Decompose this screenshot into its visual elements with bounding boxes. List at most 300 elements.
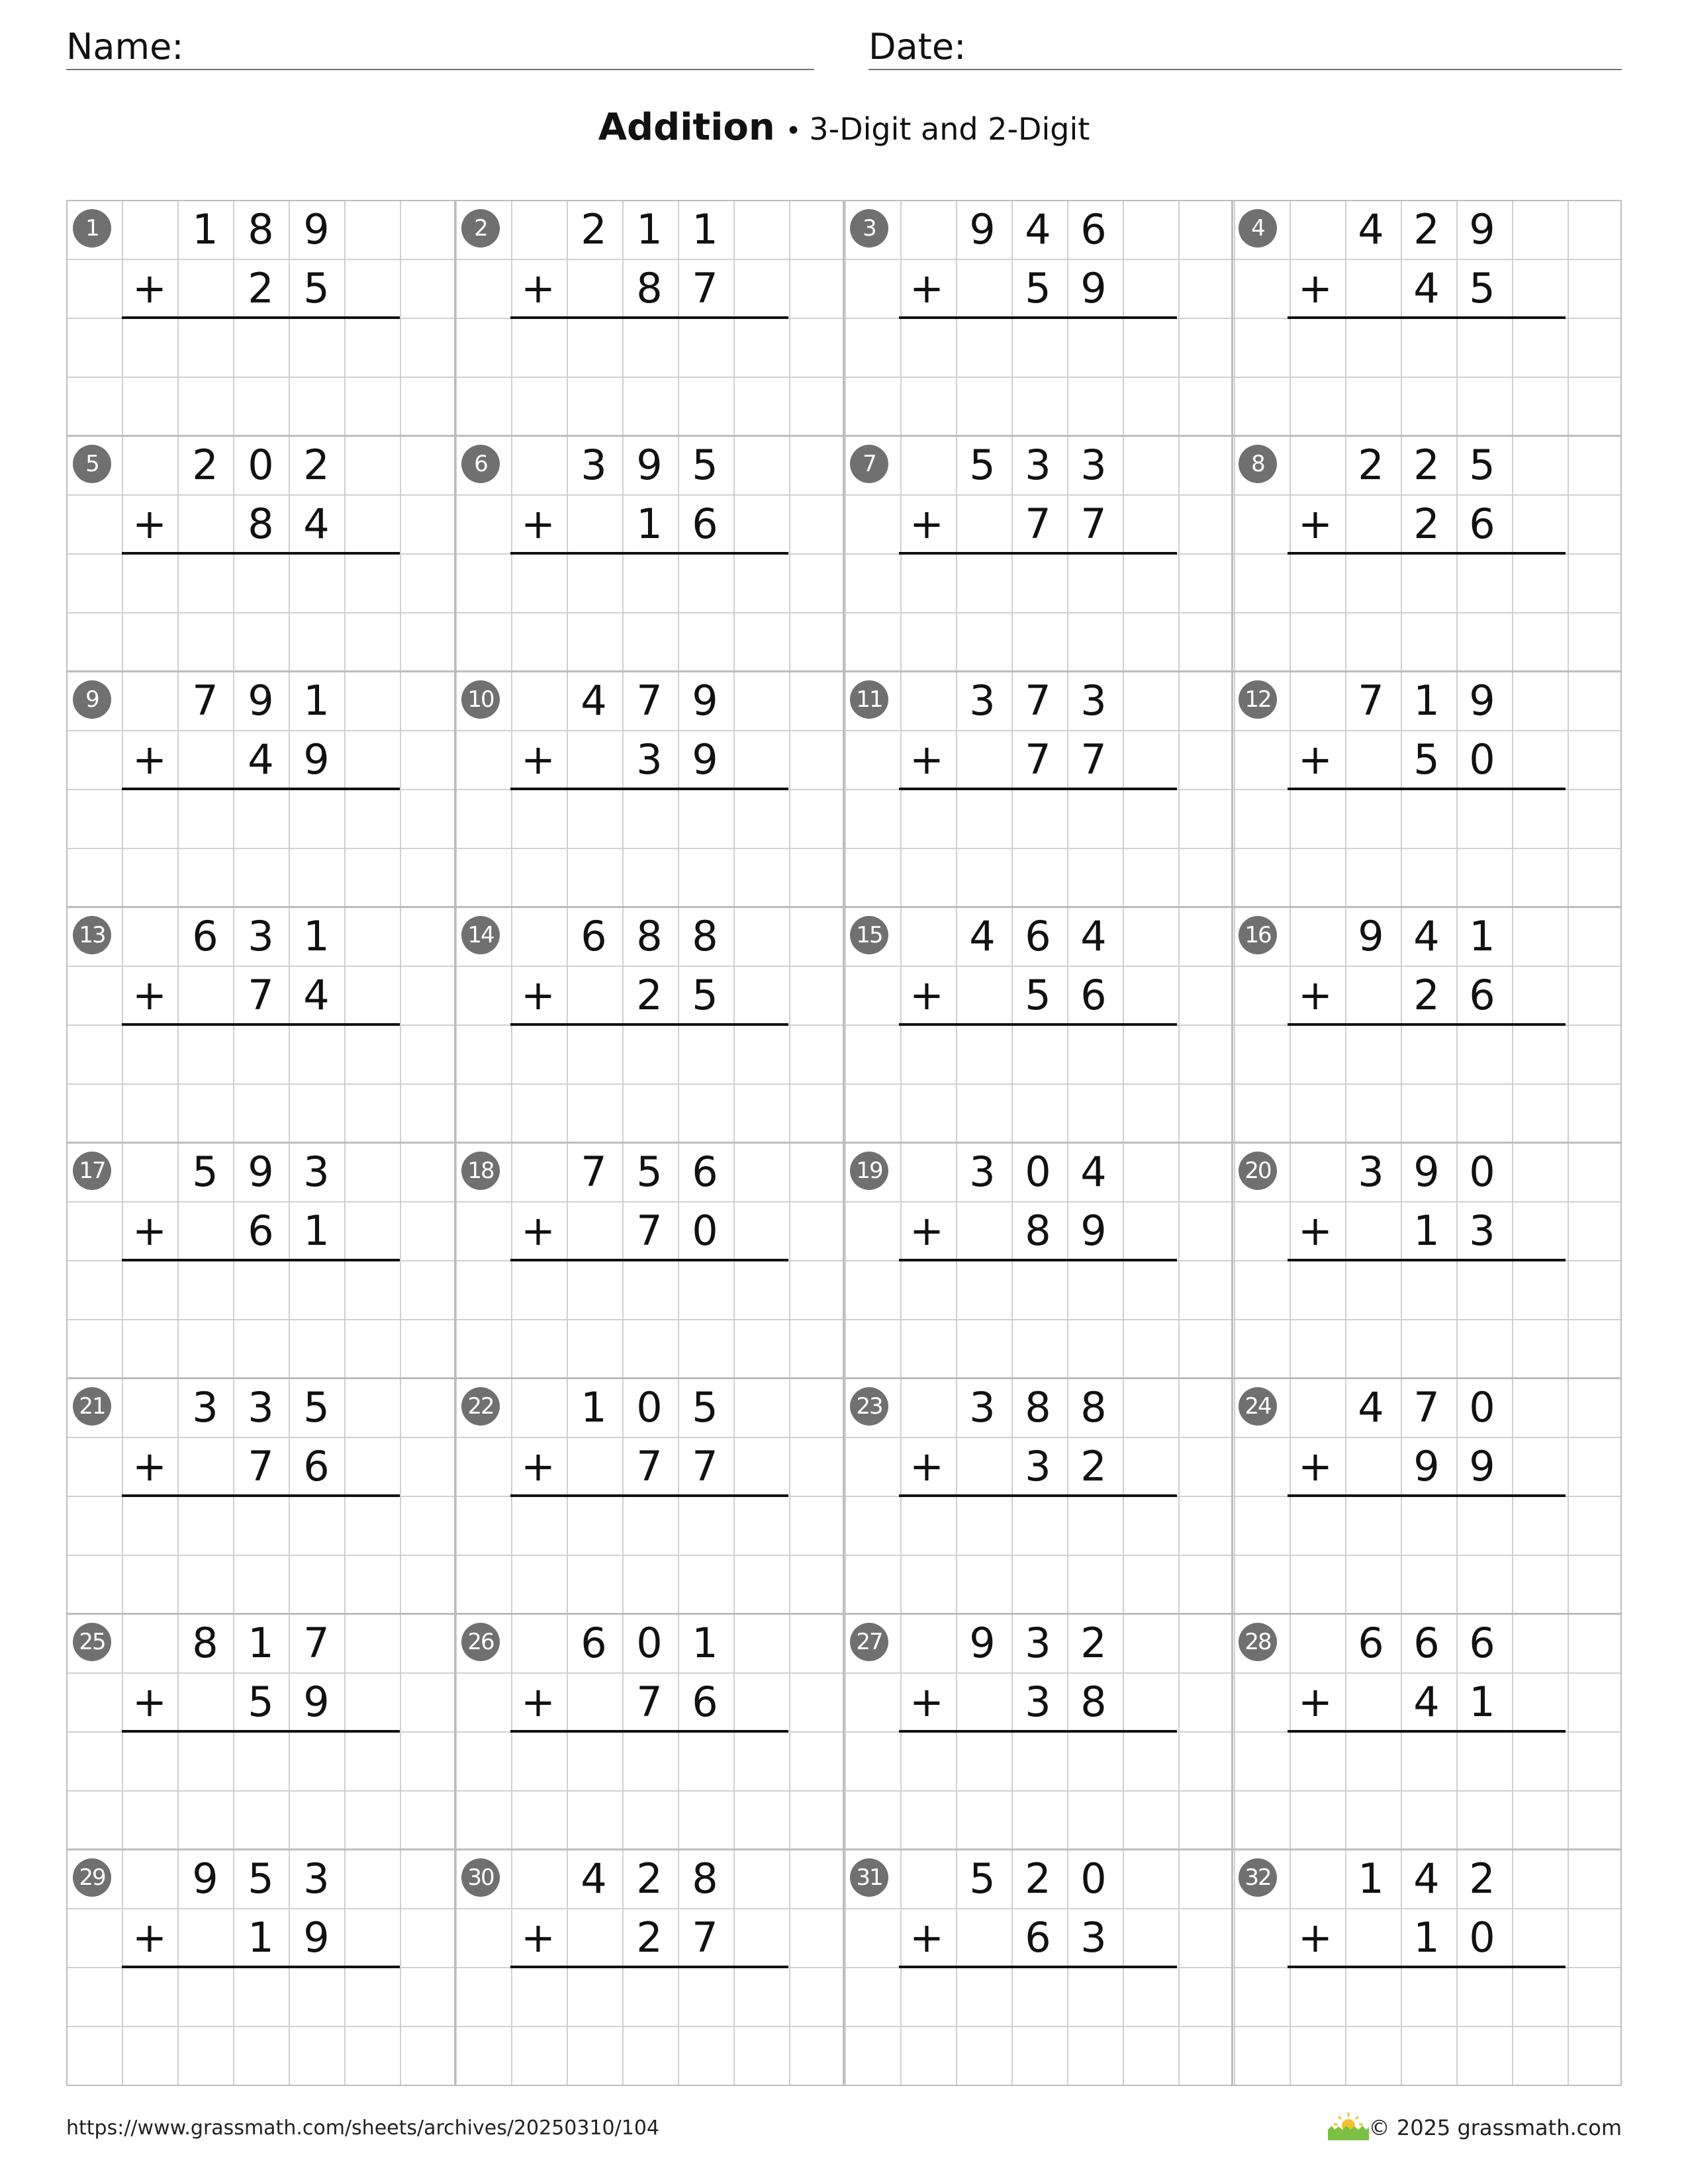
problem-23 [843,1378,1232,1614]
answer-area[interactable] [122,1261,400,1320]
top-digit: 4 [581,1854,607,1903]
problem-25 [66,1614,455,1849]
bottom-digit: 7 [692,1913,718,1962]
problem-21 [66,1378,455,1614]
problem-number-badge: 2 [461,209,500,248]
bottom-digit: 5 [1025,264,1051,312]
problem-number-badge: 21 [73,1387,111,1426]
top-digit: 7 [581,1148,607,1196]
plus-sign: + [910,1913,944,1962]
bottom-digit: 0 [1469,1913,1495,1962]
bottom-digit: 7 [248,971,274,1019]
problem-2 [455,200,843,435]
top-digit: 1 [248,1619,274,1667]
top-digit: 1 [1358,1854,1384,1903]
bottom-digit: 9 [303,735,330,784]
top-digit: 2 [1358,441,1384,489]
top-digit: 9 [248,1148,274,1196]
top-digit: 4 [969,912,996,960]
problem-number-badge: 30 [461,1858,500,1897]
bottom-digit: 8 [1025,1206,1051,1255]
answer-area[interactable] [510,1733,788,1792]
problem-number-badge: 1 [73,209,111,248]
top-digit: 1 [1469,912,1495,960]
top-digit: 3 [581,441,607,489]
problem-grid [66,200,1622,2086]
problem-29 [66,1849,455,2085]
bottom-digit: 2 [1413,500,1440,548]
plus-sign: + [910,1678,944,1726]
answer-area[interactable] [899,1026,1177,1085]
top-digit: 3 [248,912,274,960]
answer-area[interactable] [122,1968,400,2027]
bottom-digit: 7 [1025,735,1051,784]
plus-sign: + [1298,1913,1333,1962]
date-label: Date: [868,26,966,68]
top-digit: 3 [192,1383,218,1432]
top-digit: 8 [692,1854,718,1903]
answer-area[interactable] [899,1497,1177,1556]
top-digit: 6 [192,912,218,960]
problem-number-badge: 15 [850,916,888,954]
bottom-digit: 3 [1025,1678,1051,1726]
bottom-digit: 2 [1080,1442,1107,1490]
top-digit: 5 [303,1383,330,1432]
plus-sign: + [1298,1206,1333,1255]
bottom-digit: 7 [692,264,718,312]
problem-3 [843,200,1232,435]
bottom-digit: 3 [636,735,663,784]
footer-url[interactable]: https://www.grassmath.com/sheets/archives/20250310/104 [66,2116,660,2140]
top-digit: 4 [1025,205,1051,253]
top-digit: 7 [192,676,218,725]
top-digit: 4 [1358,1383,1384,1432]
top-digit: 3 [969,1383,996,1432]
problem-number-badge: 11 [850,680,888,719]
sun-over-grass-icon [1325,2109,1372,2142]
plus-sign: + [910,1442,944,1490]
problem-number-badge: 29 [73,1858,111,1897]
problem-1 [66,200,455,435]
bottom-digit: 7 [248,1442,274,1490]
problem-8 [1232,435,1620,671]
bottom-digit: 5 [303,264,330,312]
plus-sign: + [910,500,944,548]
bottom-digit: 4 [1413,1678,1440,1726]
top-digit: 1 [581,1383,607,1432]
problem-number-badge: 9 [73,680,111,719]
answer-area[interactable] [1288,319,1566,378]
plus-sign: + [1298,264,1333,312]
plus-sign: + [910,735,944,784]
plus-sign: + [1298,500,1333,548]
top-digit: 1 [636,205,663,253]
answer-area[interactable] [510,1968,788,2027]
top-digit: 6 [1025,912,1051,960]
name-label: Name: [66,26,184,68]
top-digit: 2 [1080,1619,1107,1667]
top-digit: 3 [1080,441,1107,489]
top-digit: 2 [636,1854,663,1903]
plus-sign: + [521,735,555,784]
problem-6 [455,435,843,671]
problem-number-badge: 32 [1239,1858,1277,1897]
answer-area[interactable] [899,555,1177,614]
bottom-digit: 7 [1080,735,1107,784]
answer-area[interactable] [510,319,788,378]
bottom-digit: 5 [1413,735,1440,784]
top-digit: 9 [1358,912,1384,960]
answer-area[interactable] [1288,1497,1566,1556]
problem-4 [1232,200,1620,435]
top-digit: 4 [1080,912,1107,960]
answer-area[interactable] [122,319,400,378]
answer-area[interactable] [510,1497,788,1556]
top-digit: 6 [581,912,607,960]
plus-sign: + [132,735,167,784]
bottom-digit: 1 [1413,1206,1440,1255]
answer-area[interactable] [122,1497,400,1556]
bottom-digit: 8 [636,264,663,312]
top-digit: 3 [1358,1148,1384,1196]
top-digit: 4 [1080,1148,1107,1196]
top-digit: 8 [692,912,718,960]
bottom-digit: 8 [1080,1678,1107,1726]
problem-number-badge: 10 [461,680,500,719]
top-digit: 1 [192,205,218,253]
bottom-digit: 5 [248,1678,274,1726]
answer-area[interactable] [899,1261,1177,1320]
top-digit: 3 [1025,1619,1051,1667]
top-digit: 0 [1080,1854,1107,1903]
plus-sign: + [521,1678,555,1726]
bottom-digit: 6 [1469,971,1495,1019]
bottom-digit: 7 [1025,500,1051,548]
title-separator: • [785,116,802,146]
bottom-digit: 1 [248,1913,274,1962]
problem-26 [455,1614,843,1849]
top-digit: 9 [692,676,718,725]
top-digit: 2 [1413,441,1440,489]
top-digit: 9 [636,441,663,489]
top-digit: 8 [1025,1383,1051,1432]
top-digit: 7 [636,676,663,725]
answer-area[interactable] [1288,790,1566,849]
problem-number-badge: 23 [850,1387,888,1426]
answer-area[interactable] [122,790,400,849]
answer-area[interactable] [1288,1026,1566,1085]
problem-number-badge: 5 [73,445,111,483]
answer-area[interactable] [1288,1968,1566,2027]
top-digit: 0 [636,1619,663,1667]
bottom-digit: 3 [1025,1442,1051,1490]
problem-14 [455,907,843,1142]
plus-sign: + [910,1206,944,1255]
problem-13 [66,907,455,1142]
bottom-digit: 5 [1025,971,1051,1019]
plus-sign: + [1298,1678,1333,1726]
plus-sign: + [521,1206,555,1255]
problem-number-badge: 6 [461,445,500,483]
bottom-digit: 6 [1469,500,1495,548]
top-digit: 3 [969,1148,996,1196]
top-digit: 2 [1469,1854,1495,1903]
bottom-digit: 3 [1080,1913,1107,1962]
problem-number-badge: 13 [73,916,111,954]
bottom-digit: 2 [248,264,274,312]
top-digit: 3 [1080,676,1107,725]
bottom-digit: 6 [1025,1913,1051,1962]
bottom-digit: 6 [303,1442,330,1490]
problem-19 [843,1142,1232,1378]
bottom-digit: 9 [1080,1206,1107,1255]
problem-11 [843,671,1232,907]
top-digit: 9 [303,205,330,253]
top-digit: 9 [1413,1148,1440,1196]
plus-sign: + [521,1913,555,1962]
plus-sign: + [132,500,167,548]
problem-number-badge: 25 [73,1623,111,1661]
problem-number-badge: 8 [1239,445,1277,483]
top-digit: 1 [692,205,718,253]
top-digit: 8 [192,1619,218,1667]
problem-number-badge: 3 [850,209,888,248]
answer-area[interactable] [510,1261,788,1320]
top-digit: 1 [692,1619,718,1667]
top-digit: 2 [581,205,607,253]
bottom-digit: 0 [692,1206,718,1255]
top-digit: 6 [1080,205,1107,253]
plus-sign: + [521,971,555,1019]
top-digit: 5 [636,1148,663,1196]
top-digit: 3 [969,676,996,725]
problem-number-badge: 14 [461,916,500,954]
problem-10 [455,671,843,907]
top-digit: 5 [692,1383,718,1432]
problem-24 [1232,1378,1620,1614]
top-digit: 4 [1358,205,1384,253]
bottom-digit: 2 [1413,971,1440,1019]
problem-7 [843,435,1232,671]
problem-9 [66,671,455,907]
answer-area[interactable] [510,555,788,614]
top-digit: 4 [1413,912,1440,960]
plus-sign: + [521,500,555,548]
plus-sign: + [1298,1442,1333,1490]
bottom-digit: 9 [1413,1442,1440,1490]
plus-sign: + [1298,971,1333,1019]
bottom-digit: 7 [692,1442,718,1490]
bottom-digit: 0 [1469,735,1495,784]
problem-number-badge: 28 [1239,1623,1277,1661]
bottom-digit: 6 [248,1206,274,1255]
top-digit: 9 [1469,205,1495,253]
bottom-digit: 6 [692,1678,718,1726]
bottom-digit: 7 [1080,500,1107,548]
top-digit: 9 [248,676,274,725]
problem-31 [843,1849,1232,2085]
bottom-digit: 9 [303,1678,330,1726]
problem-number-badge: 17 [73,1152,111,1190]
answer-area[interactable] [1288,1733,1566,1792]
top-digit: 5 [248,1854,274,1903]
plus-sign: + [910,971,944,1019]
bottom-digit: 5 [1469,264,1495,312]
top-digit: 1 [303,676,330,725]
top-digit: 0 [636,1383,663,1432]
problem-22 [455,1378,843,1614]
top-digit: 5 [969,1854,996,1903]
top-digit: 3 [1025,441,1051,489]
problem-5 [66,435,455,671]
top-digit: 9 [969,1619,996,1667]
problem-number-badge: 20 [1239,1152,1277,1190]
bottom-digit: 1 [303,1206,330,1255]
top-digit: 5 [1469,441,1495,489]
answer-area[interactable] [899,1733,1177,1792]
top-digit: 6 [1413,1619,1440,1667]
problem-32 [1232,1849,1620,2085]
top-digit: 7 [1413,1383,1440,1432]
answer-area[interactable] [122,555,400,614]
bottom-digit: 4 [303,971,330,1019]
bottom-digit: 8 [248,500,274,548]
plus-sign: + [521,1442,555,1490]
problem-number-badge: 7 [850,445,888,483]
bottom-digit: 6 [692,500,718,548]
bottom-digit: 2 [636,971,663,1019]
top-digit: 0 [1025,1148,1051,1196]
problem-27 [843,1614,1232,1849]
problem-28 [1232,1614,1620,1849]
bottom-digit: 4 [248,735,274,784]
date-field[interactable] [868,25,1622,70]
bottom-digit: 5 [692,971,718,1019]
top-digit: 5 [192,1148,218,1196]
bottom-digit: 2 [636,1913,663,1962]
problem-number-badge: 12 [1239,680,1277,719]
top-digit: 4 [1413,1854,1440,1903]
problem-20 [1232,1142,1620,1378]
bottom-digit: 7 [636,1442,663,1490]
plus-sign: + [132,1678,167,1726]
problem-number-badge: 16 [1239,916,1277,954]
answer-area[interactable] [899,319,1177,378]
answer-area[interactable] [899,1968,1177,2027]
problem-number-badge: 26 [461,1623,500,1661]
top-digit: 3 [248,1383,274,1432]
top-digit: 0 [1469,1148,1495,1196]
answer-area[interactable] [122,1026,400,1085]
problem-number-badge: 24 [1239,1387,1277,1426]
problem-15 [843,907,1232,1142]
top-digit: 9 [192,1854,218,1903]
top-digit: 2 [192,441,218,489]
problem-18 [455,1142,843,1378]
problem-number-badge: 31 [850,1858,888,1897]
plus-sign: + [132,1913,167,1962]
answer-area[interactable] [510,1026,788,1085]
plus-sign: + [132,1442,167,1490]
top-digit: 3 [303,1148,330,1196]
plus-sign: + [132,264,167,312]
top-digit: 1 [303,912,330,960]
top-digit: 1 [1413,676,1440,725]
problem-12 [1232,671,1620,907]
problem-number-badge: 22 [461,1387,500,1426]
top-digit: 6 [692,1148,718,1196]
top-digit: 9 [1469,676,1495,725]
top-digit: 6 [1469,1619,1495,1667]
title-main: Addition [598,106,775,149]
top-digit: 4 [581,676,607,725]
bottom-digit: 3 [1469,1206,1495,1255]
problem-number-badge: 27 [850,1623,888,1661]
top-digit: 8 [636,912,663,960]
top-digit: 6 [581,1619,607,1667]
answer-area[interactable] [510,790,788,849]
problem-number-badge: 19 [850,1152,888,1190]
top-digit: 7 [303,1619,330,1667]
top-digit: 8 [1080,1383,1107,1432]
title-subtitle: 3-Digit and 2-Digit [809,111,1090,147]
top-digit: 2 [1413,205,1440,253]
bottom-digit: 9 [692,735,718,784]
top-digit: 3 [303,1854,330,1903]
bottom-digit: 7 [636,1678,663,1726]
answer-area[interactable] [1288,555,1566,614]
worksheet-title [0,106,1688,149]
bottom-digit: 6 [1080,971,1107,1019]
top-digit: 9 [969,205,996,253]
plus-sign: + [521,264,555,312]
bottom-digit: 1 [1469,1678,1495,1726]
name-field[interactable] [66,25,814,70]
bottom-digit: 9 [1469,1442,1495,1490]
footer-copyright: © 2025 grassmath.com [1368,2115,1622,2140]
problem-30 [455,1849,843,2085]
plus-sign: + [910,264,944,312]
top-digit: 8 [248,205,274,253]
bottom-digit: 4 [303,500,330,548]
bottom-digit: 1 [636,500,663,548]
answer-area[interactable] [1288,1261,1566,1320]
top-digit: 7 [1358,676,1384,725]
plus-sign: + [132,1206,167,1255]
top-digit: 0 [1469,1383,1495,1432]
top-digit: 6 [1358,1619,1384,1667]
plus-sign: + [132,971,167,1019]
problem-number-badge: 18 [461,1152,500,1190]
bottom-digit: 7 [636,1206,663,1255]
top-digit: 0 [248,441,274,489]
answer-area[interactable] [122,1733,400,1792]
problem-17 [66,1142,455,1378]
top-digit: 7 [1025,676,1051,725]
top-digit: 5 [692,441,718,489]
bottom-digit: 1 [1413,1913,1440,1962]
top-digit: 5 [969,441,996,489]
bottom-digit: 9 [303,1913,330,1962]
bottom-digit: 4 [1413,264,1440,312]
problem-16 [1232,907,1620,1142]
top-digit: 2 [1025,1854,1051,1903]
answer-area[interactable] [899,790,1177,849]
plus-sign: + [1298,735,1333,784]
top-digit: 2 [303,441,330,489]
problem-number-badge: 4 [1239,209,1277,248]
bottom-digit: 9 [1080,264,1107,312]
